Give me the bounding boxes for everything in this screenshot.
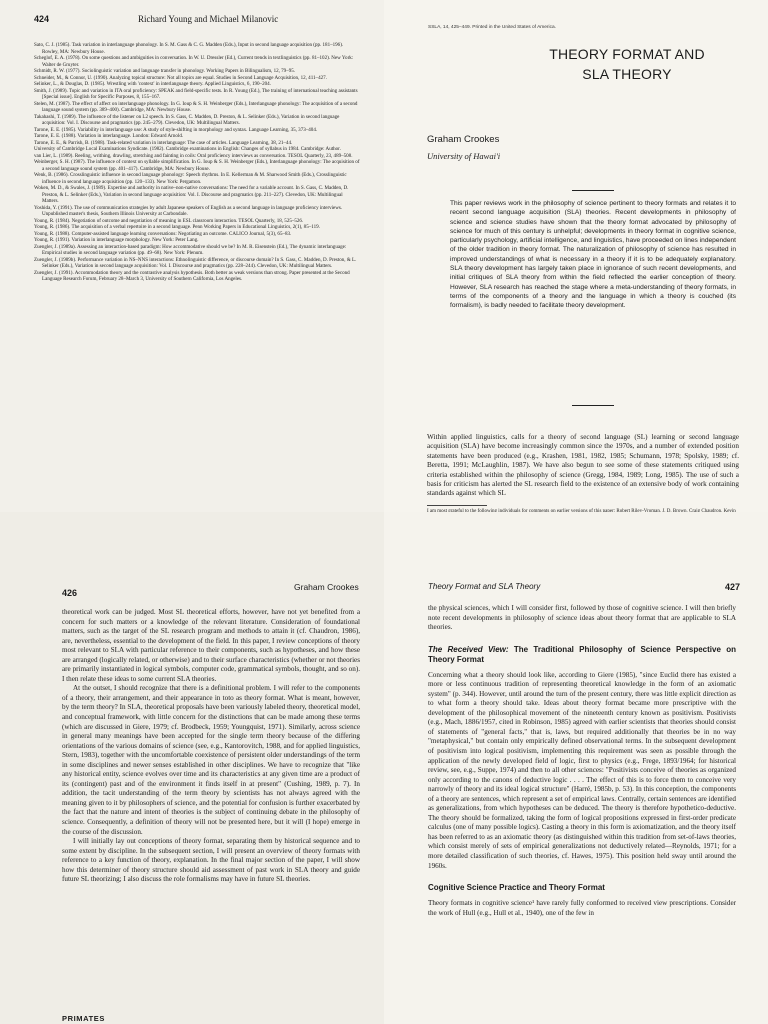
section-heading-emphasis: The Received View: <box>428 644 509 654</box>
reference-entry: van Lier, L. (1989). Reeling, writhing, drawling, stretching and fainting in coils: Oral proficiency interviews as conversation. TESOL Quarterly, 23, 489–508. <box>34 152 353 159</box>
body-column <box>62 608 360 885</box>
body-column <box>428 604 736 918</box>
page-427 <box>384 512 768 1024</box>
page-number: 426 <box>62 588 78 598</box>
reference-entry: Zuengler, J. (1991). Accommodation theory and the contrastive analysis hypothesis. Both better as weak versions than strong. Paper presented at the Second Language Research Forum, February 28–March 3, University of Southern California, Los Angeles. <box>34 269 350 282</box>
reference-entry: Tarone, E. E. (1988). Variation in interlanguage. London: Edward Arnold. <box>34 133 184 139</box>
reference-entry: Weinberger, S. H. (1987). The influence of context on syllable simplification. In G. Ioup & S. H. Weinberger (Eds.), Interlanguage phonology: The acquisition of a second language sound system (pp. 401–417). Cambridge, MA: Newbury House. <box>34 159 360 172</box>
page-426 <box>0 512 384 1024</box>
reference-entry: Schmidt, R. W. (1977). Sociolinguistic variation and language transfer in phonology. Working Papers in Bilingualism, 12, 79–95. <box>34 68 296 74</box>
reference-entry: Zuengler, J. (1989a). Assessing an interaction-based paradigm: How accommodative should we be? In M. R. Eisenstein (Ed.), The dynamic interlanguage: Empirical studies in second language variation (pp. 49–68). New York: Plenum. <box>34 243 347 256</box>
page-424 <box>0 0 384 512</box>
reference-entry: Tarone, E. E. (1985). Variability in interlanguage use: A study of style-shifting in morphology and syntax. Language Learning, 35, 373–404. <box>34 126 318 133</box>
section-heading: Cognitive Science Practice and Theory Format <box>428 883 605 893</box>
reference-entry: Young, R. (1984). Negotiation of outcome and negotiation of meaning in ESL classroom interaction. TESOL Quarterly, 18, 525–526. <box>34 217 304 224</box>
paragraph: At the outset, I should recognize that there is a definitional problem. I will refer to the components of a theory, their arrangement, and their appearance in toto as theory format. What is meant, however, by the term theory? In SLA, theoretical proposals have been variously labeled theory, theoretical model, and conceptual framework, with little concern for the distinctions that can be made among these terms (which are discussed in Giere, 1979; cf. Brodbeck, 1959; Youngquist, 1971). Similarly, across science in general many meanings have been accepted for the single term theory because of the differing orientations of the various domains of science (see, e.g., Kantorovitch, 1988, and for applied linguistics, Stern, 1983), together with the uncomfortable coexistence of persistent older understandings of the term in some disciplines and newer senses established in other disciplines. We have to recognize that "like any historical entity, science evolves over time and its characteristics at any given time are a product of its (contingent) past and of the environment it finds itself in at present" (Cushing, 1989, p. 7). In addition, the tacit understanding of the term theory by scientists has not always agreed with the meaning given to it by philosophers of science, and the potential for confusion is further exacerbated by the fact that the nature and intent of theories is the subject of continuing debate in the philosophy of science. Consequently, a definition of theory will not be presented here, but it will (I hope) emerge in the course of the discussion. <box>62 684 360 836</box>
reference-entry: Tarone, E. E., & Parrish, B. (1988). Task-related variation in interlanguage: The case of articles. Language Learning, 38, 21–44. <box>34 139 293 146</box>
reference-list <box>34 42 360 283</box>
section-heading-partial: PRIMATES <box>62 1014 105 1023</box>
abstract-text: This paper reviews work in the philosophy of science pertinent to theory formats and relates it to recent second language acquisition (SLA) theories. Recent developments in philosophy of science and science studies have shown that the theory format advocated by philosophy of science for much of this century is unhelpful; developments in theory format in cognitive science, particularly psychology, artificial intelligence, and linguistics, have proceeded on lines independent of the older tradition in theory format. The naturalization of philosophy of science has resulted in improved understandings of what is necessary in a theory if it is to be adequately explanatory. SLA theory development has largely taken place in ignorance of such recent developments, and initial critiques of SLA theory from within the field reflected the earlier conception of theory. However, SLA research has reached the stage where a meta-understanding of theory formats, in terms of the components of a theory and the language in which a theory is couched (its formalism), is badly needed to facilitate theory development. <box>450 200 736 310</box>
paragraph: theoretical work can be judged. Most SL theoretical efforts, however, have not yet benefited from a concern for such matters or a knowledge of the relevant literature. Consideration of foundational matters, such as the target of the SL research program and methods to attain it (cf. Chaudron, 1986), are, nevertheless, essential to the development of the field. In this paper, I review conceptions of theory most relevant to SLA with particular reference to their components, such as hypotheses, and how these are arranged (logically related, or otherwise) and to their surface characteristics (whether or not theories are primarily instantiated in logical symbols, computer code, grammatical symbols, thought, and so on). I then relate these ideas to some current SLA theories. <box>62 608 360 683</box>
section-heading <box>428 645 736 665</box>
reference-entry: Selinker, L., & Douglas, D. (1985). Wrestling with 'context' in interlanguage theory. Applied Linguistics, 6, 190–204. <box>34 81 271 87</box>
reference-entry: Zuengler, J. (1989b). Performance variation in NS–NNS interactions: Ethnolinguistic difference, or discourse domain? In S. Gass, C. Madden, D. Preston, & L. Selinker (Eds.), Variation in second language acquisition: Vol. I. Discourse and pragmatics (pp. 228–244). Clevedon, UK: Multilingual Matters. <box>34 256 357 269</box>
reference-entry: Young, R. (1991). Variation in interlanguage morphology. New York: Peter Lang. <box>34 237 199 243</box>
reference-entry: Sato, C. J. (1985). Task variation in interlanguage phonology. In S. M. Gass & C. G. Madden (Eds.), Input in second language acquisition (pp. 181–196). Rowley, MA: Newbury House. <box>34 42 344 55</box>
paragraph: I will initially lay out conceptions of theory format, separating them by historical sequence and to some extent by discipline. In the subsequent section, I will present an overview of theory formats with reference to a key function of theory, explanation. In the final major section of the paper, I will show how this determiner of theory structure should aid assessment of past work in SLA theory and guide future SL theorizing; I also discuss the role formalisms may have in future SL theories. <box>62 837 360 884</box>
reference-entry: Scheglof, E. A. (1978). On some questions and ambiguities in conversation. In W. U. Dressler (Ed.), Current trends in textlinguistics (pp. 81–102). New York: Walter de Gruyter. <box>34 55 354 68</box>
section-heading-text: The Traditional Philosophy of Science Perspective on Theory Format <box>428 644 737 664</box>
paragraph: Theory formats in cognitive science¹ have rarely fully conformed to received view prescriptions. Consider the work of Hull (e.g., Hull et al., 1940), one of the few in <box>428 899 736 917</box>
article-title <box>444 44 734 84</box>
article-title-line-1: THEORY FORMAT AND <box>549 46 705 62</box>
reference-entry: Takahashi, T. (1989). The influence of the listener on L2 speech. In S. Gass, C. Madden, D. Preston, & L. Selinker (Eds.), Variation in second language acquisition: Vol. I. Discourse and pragmatics (pp. 245–279). Clevedon, UK: Multilingual Matters. <box>34 113 340 126</box>
author-name: Graham Crookes <box>427 134 500 145</box>
page-number: 424 <box>34 14 50 24</box>
reference-entry: Yoshida, Y. (1991). The use of communication strategies by adult Japanese speakers of English as a second language in language proficiency interviews. Unpublished master's thesis, Southern Illinois University at Carbondale. <box>34 204 343 217</box>
page-number: 427 <box>724 582 740 592</box>
reference-entry: Young, R. (1988). Computer-assisted language learning conversations: Negotiating an outcome. CALICO Journal, 5(3), 65–83. <box>34 230 292 237</box>
paragraph: Concerning what a theory should look like, according to Giere (1985), "since Euclid there has existed a more or less continuous tradition of representing theoretical knowledge in the form of an axiomatic system" (p. 344). However, until around the turn of the present century, there was little explicit direction as to what form a theory should take. Ideas about theory format became more prescriptive with the development of the philosophical movement of the nineteenth century known as positivism. Positivists (e.g., Mach, 1886/1957, cited in Robinson, 1985) agreed with earlier scientists that theories should consist of statements of "general facts," that is, laws, but required additionally that theories be in no way "metaphysical," but contain only empirically defined observational terms. In the subsequent development of positivism into logical positivism, implementing this requirement was seen as possible through the application of the newly developed field of logic, first to physics (e.g., Frege, 1893/1964; for historical review, see, e.g., Suppe, 1974) and then to all other sciences: "Positivists conceive of theories as organized only according to the canons of deductive logic . . . . The effect of this is to force them to conceive very narrowly of theory and its ideal logical structure" (Harré, 1985b, p. 53). In this conception, the components of a theory are sentences, which represent a set of empirical laws. Centrally, certain sentences are identified as generalizations, from which hypotheses can be deduced. The theory is therefore hypothetico-deductive. The theory should be formalized, taking the form of logical propositions expressed in first-order predicate calculus (one of many possible logics). Casting a theory in this form is axiomatization, and the theory itself has been referred to as an axiomatic theory (as distinguished within this tradition from set-of-laws theories, which consist merely of sets of empirical generalizations not deductively related—Reynolds, 1971; for a more detailed classification of such theories, cf. Hawes, 1975). This position held sway until around the 1960s. <box>428 670 736 870</box>
reference-entry: Wenk, B. (1986). Crosslinguistic influence in second language phonology: Speech rhythms. In E. Kellerman & M. Sharwood Smith (Eds.), Crosslinguistic influence in second language acquisition (pp. 120–133). New York: Pergamon. <box>34 172 347 185</box>
author-affiliation: University of Hawai'i <box>427 151 501 161</box>
footnote-rule <box>427 505 487 506</box>
reference-entry: Woken, M. D., & Swales, J. (1989). Expertise and authority in native–non-native conversations: The need for a variable account. In S. Gass, C. Madden, D. Preston, & L. Selinker (Eds.), Variation in second language acquisition: Vol. I. Discourse and pragmatics (pp. 211–227). Clevedon, UK: Multilingual Matters. <box>34 185 349 204</box>
running-head: Theory Format and SLA Theory <box>428 582 541 591</box>
abstract-bottom-rule <box>572 405 614 406</box>
reference-entry: Smith, J. (1989). Topic and variation in ITA oral proficiency: SPEAK and field-specific tests. In R. Young (Ed.), The training of international teaching assistants [Special issue]. English for Specific Purposes, 8, 155–167. <box>34 87 358 100</box>
reference-entry: Young, R. (1986). The acquisition of a verbal repertoire in a second language. Penn Working Papers in Educational Linguistics, 2(1), 85–119. <box>34 224 320 230</box>
paragraph: the physical sciences, which I will consider first, followed by those of cognitive science. I will then briefly note recent developments in philosophy of science ideas about theory format that are applicable to SLA theories. <box>428 604 736 632</box>
running-head: Graham Crookes <box>294 582 359 592</box>
reference-entry: Stelen, M. (1987). The effect of affect on interlanguage phonology. In G. Ioup & S. H. Weinberger (Eds.), Interlanguage phonology: The acquisition of a second language sound system (pp. 389–400). Cambridge, MA: Newbury House. <box>34 100 358 113</box>
article-title-line-2: SLA THEORY <box>582 66 672 82</box>
page-425 <box>384 0 768 512</box>
reference-entry: University of Cambridge Local Examinations Syndicate. (1982). Cambridge examinations in English: Changes of syllabus in 1984. Cambridge: Author. <box>34 146 341 152</box>
reference-entry: Schneider, M., & Connor, U. (1990). Analyzing topical structure: Not all topics are equal. Studies in Second Language Acquisition, 12, 411–427. <box>34 74 327 81</box>
body-text: Within applied linguistics, calls for a theory of second language (SL) learning or second language acquisition (SLA) have become increasingly common since the 1970s, and a number of extended position statements have been produced (e.g., Krashen, 1981, 1982, 1985; Schumann, 1978; Spolsky, 1989; cf. Beretta, 1991; McLaughlin, 1987). We have also begun to see some of these statements critiqued using criteria established within the philosophy of science (Gregg, 1984, 1989; Long, 1985). The use of such a basis for criticism has alerted the SL research field to the existence of an extensive body of work containing standards against which SL <box>427 433 739 498</box>
abstract-top-rule <box>572 190 614 191</box>
running-head: Richard Young and Michael Milanovic <box>138 14 279 24</box>
journal-citation-line: SSLA, 14, 425–449. Printed in the United States of America. <box>428 25 556 30</box>
